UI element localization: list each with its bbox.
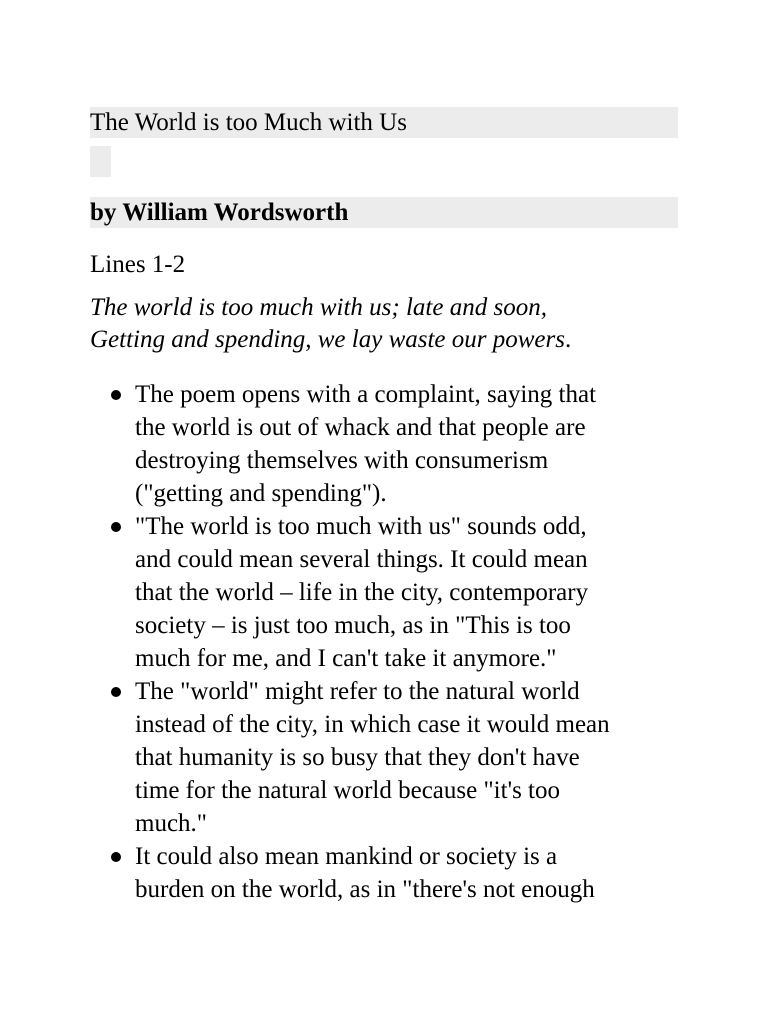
list-item-line: The "world" might refer to the natural world bbox=[135, 678, 580, 705]
bullet-icon bbox=[111, 852, 121, 862]
list-item-line: and could mean several things. It could mean bbox=[135, 546, 588, 573]
list-item-line: society – is just too much, as in "This is too bbox=[135, 612, 571, 639]
list-item-line: ("getting and spending"). bbox=[135, 480, 387, 507]
list-item-line: instead of the city, in which case it would mean bbox=[135, 711, 610, 738]
bullet-icon bbox=[111, 522, 121, 532]
list-item-line: time for the natural world because "it's too bbox=[135, 777, 560, 804]
section-label: Lines 1-2 bbox=[90, 251, 186, 278]
empty-highlight-block bbox=[90, 146, 111, 177]
commentary-list bbox=[90, 378, 680, 906]
list-item-line: The poem opens with a complaint, saying that bbox=[135, 381, 597, 408]
list-item bbox=[90, 840, 680, 906]
quote-line: Getting and spending, we lay waste our powers. bbox=[90, 326, 572, 353]
list-item bbox=[90, 378, 680, 510]
list-item-line: much for me, and I can't take it anymore." bbox=[135, 645, 557, 672]
quote-period: . bbox=[564, 326, 572, 353]
list-item-line: much." bbox=[135, 810, 207, 837]
list-item-line: It could also mean mankind or society is a bbox=[135, 843, 558, 870]
list-item-line: that the world – life in the city, contemporary bbox=[135, 579, 589, 606]
bullet-icon bbox=[111, 687, 121, 697]
quote-line: The world is too much with us; late and soon, bbox=[90, 294, 547, 321]
list-item-line: destroying themselves with consumerism bbox=[135, 447, 549, 474]
author-byline: by William Wordsworth bbox=[90, 199, 349, 226]
bullet-icon bbox=[111, 390, 121, 400]
list-item bbox=[90, 675, 680, 840]
list-item-line: "The world is too much with us" sounds odd, bbox=[135, 513, 587, 540]
document-title: The World is too Much with Us bbox=[90, 109, 407, 136]
list-item-line: that humanity is so busy that they don't have bbox=[135, 744, 580, 771]
list-item-line: the world is out of whack and that people are bbox=[135, 414, 586, 441]
list-item-line: burden on the world, as in "there's not enough bbox=[135, 876, 595, 903]
poem-quote bbox=[90, 292, 690, 356]
list-item bbox=[90, 510, 680, 675]
